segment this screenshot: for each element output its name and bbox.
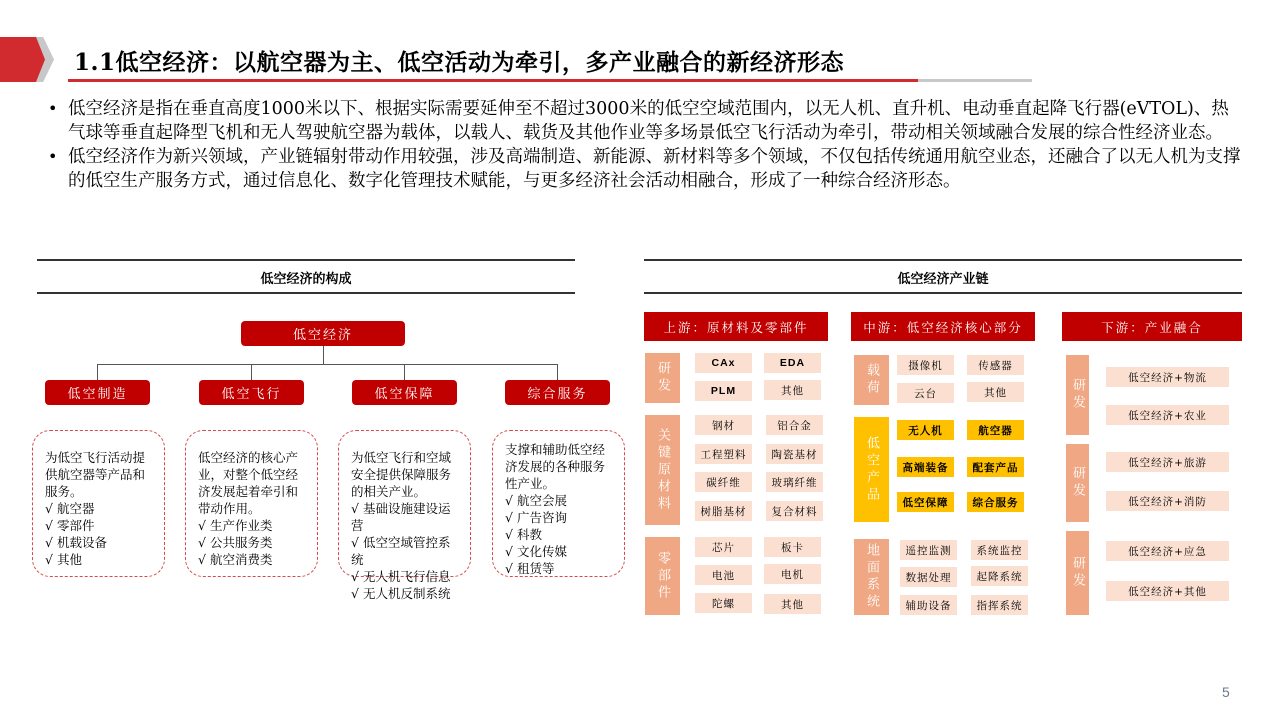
chain-item: 板卡: [764, 537, 821, 557]
chain-item: 低空经济+旅游: [1106, 452, 1229, 472]
chain-item: 钢材: [695, 415, 752, 435]
connector: [97, 364, 98, 380]
desc-text: 为低空飞行和空域安全提供保障服务的相关产业。: [351, 450, 452, 499]
connector: [97, 364, 558, 365]
chain-item: 摄像机: [897, 355, 954, 375]
chain-item: 低空经济+应急: [1106, 541, 1229, 561]
chain-item: 辅助设备: [900, 595, 957, 615]
chain-item-highlight: 配套产品: [967, 457, 1024, 477]
desc-item: √ 其他: [45, 552, 82, 567]
desc-item: √ 无人机反制系统: [351, 586, 451, 601]
desc-text: 低空经济的核心产业，对整个低空经济发展起着牵引和带动作用。: [198, 450, 299, 516]
category-payload: 载荷: [854, 355, 889, 405]
node-flight: 低空飞行: [199, 380, 304, 405]
midstream-header: 中游：低空经济核心部分: [851, 312, 1035, 341]
chain-item: 铝合金: [766, 415, 823, 435]
bullet-item: • 低空经济是指在垂直高度1000米以下、根据实际需要延伸至不超过3000米的低空空域范围内，以无人机、直升机、电动垂直起降飞行器(eVTOL)、热气球等垂直起降型飞机和无人驾驶航空器为载体，以载人、载货及其他作业等多场景低空飞行活动为牵引，带动相关领域融合发展的综合性经济业态。: [46, 97, 1246, 145]
desc-item: √ 航空器: [45, 501, 95, 516]
chain-item: PLM: [695, 381, 752, 401]
divider: [37, 292, 575, 294]
desc-text: 支撑和辅助低空经济发展的各种服务性产业。: [505, 442, 606, 491]
desc-item: √ 基础设施建设运营: [351, 501, 451, 533]
chain-item: 指挥系统: [971, 595, 1028, 615]
bullet-item: • 低空经济作为新兴领域，产业链辐射带动作用较强，涉及高端制造、新能源、新材料等多个领域，不仅包括传统通用航空业态，还融合了以无人机为支撑的低空生产服务方式，通过信息化、数字化管理技术赋能，与更多经济社会活动相融合，形成了一种综合经济形态。: [46, 145, 1246, 193]
chain-item: EDA: [764, 353, 821, 373]
chain-item: 其他: [764, 380, 821, 400]
bullet-list: [46, 97, 1246, 193]
desc-item: √ 机载设备: [45, 535, 107, 550]
desc-box-manufacturing: [32, 430, 165, 577]
desc-item: √ 航空消费类: [198, 552, 273, 567]
category-rnd: 研发: [1066, 444, 1089, 522]
downstream-header: 下游：产业融合: [1062, 312, 1242, 341]
desc-item: √ 文化传媒: [505, 544, 567, 559]
chain-item: 云台: [897, 383, 954, 403]
desc-item: √ 科教: [505, 527, 542, 542]
desc-box-support: [338, 430, 471, 601]
page-title: 1.1低空经济：以航空器为主、低空活动为牵引，多产业融合的新经济形态: [74, 49, 845, 76]
desc-text: 为低空飞行活动提供航空器等产品和服务。: [45, 450, 146, 499]
connector: [557, 364, 558, 380]
desc-item: √ 航空会展: [505, 493, 567, 508]
node-services: 综合服务: [505, 380, 610, 405]
category-rnd: 研发: [645, 353, 680, 403]
category-ground-systems: 地面系统: [854, 539, 889, 615]
chain-item-highlight: 综合服务: [967, 492, 1024, 512]
divider: [644, 292, 1242, 294]
title-underline-gray: [918, 79, 1032, 82]
category-rnd: 研发: [1066, 531, 1089, 615]
desc-box-services: [492, 430, 625, 577]
node-support: 低空保障: [352, 380, 457, 405]
chain-item: 低空经济+其他: [1106, 581, 1229, 601]
chain-item: 数据处理: [900, 567, 957, 587]
desc-item: √ 零部件: [45, 518, 95, 533]
connector: [404, 364, 405, 380]
chain-item: 玻璃纤维: [766, 472, 823, 492]
chain-item: 树脂基材: [695, 501, 752, 521]
header-chevron-icon: [0, 37, 45, 82]
category-low-altitude-products: 低空产品: [854, 417, 889, 522]
divider: [37, 259, 575, 261]
chain-item: CAx: [695, 353, 752, 373]
category-materials: 关键原材料: [645, 415, 680, 525]
desc-box-flight: [185, 430, 318, 577]
desc-item: √ 无人机飞行信息: [351, 569, 451, 584]
chain-item: 工程塑料: [695, 444, 752, 464]
chain-item: 电池: [695, 565, 752, 585]
desc-item: √ 广告咨询: [505, 510, 567, 525]
chain-item: 碳纤维: [695, 472, 752, 492]
chain-item: 芯片: [695, 537, 752, 557]
desc-item: √ 租赁等: [505, 561, 555, 576]
desc-item: √ 低空空域管控系统: [351, 535, 451, 567]
chain-item: 传感器: [967, 355, 1024, 375]
chain-item-highlight: 航空器: [967, 420, 1024, 440]
upstream-header: 上游：原材料及零部件: [644, 312, 828, 341]
desc-item: √ 生产作业类: [198, 518, 273, 533]
desc-item: √ 公共服务类: [198, 535, 273, 550]
chain-item: 遥控监测: [900, 540, 957, 560]
composition-title: 低空经济的构成: [260, 272, 352, 287]
chain-item: 电机: [764, 564, 821, 584]
category-rnd: 研发: [1066, 355, 1089, 435]
connector: [323, 346, 324, 364]
chain-item-highlight: 无人机: [897, 420, 954, 440]
chain-item: 复合材料: [766, 501, 823, 521]
title-underline-red: [68, 79, 918, 82]
chain-item: 其他: [764, 594, 821, 614]
chain-item: 低空经济+农业: [1106, 405, 1229, 425]
node-manufacturing: 低空制造: [45, 380, 150, 405]
root-node: 低空经济: [241, 321, 405, 346]
connector: [251, 364, 252, 380]
chain-item-highlight: 低空保障: [897, 492, 954, 512]
chain-item: 其他: [967, 382, 1024, 402]
page-number: 5: [1222, 684, 1230, 700]
chain-item: 低空经济+消防: [1106, 491, 1229, 511]
chain-item-highlight: 高端装备: [897, 457, 954, 477]
chain-item: 起降系统: [971, 566, 1028, 586]
chain-item: 陀螺: [695, 593, 752, 613]
chain-item: 陶瓷基材: [766, 444, 823, 464]
divider: [644, 259, 1242, 261]
chain-item: 低空经济+物流: [1106, 367, 1229, 387]
category-components: 零部件: [645, 537, 680, 615]
chain-title: 低空经济产业链: [897, 272, 989, 287]
chain-item: 系统监控: [971, 540, 1028, 560]
